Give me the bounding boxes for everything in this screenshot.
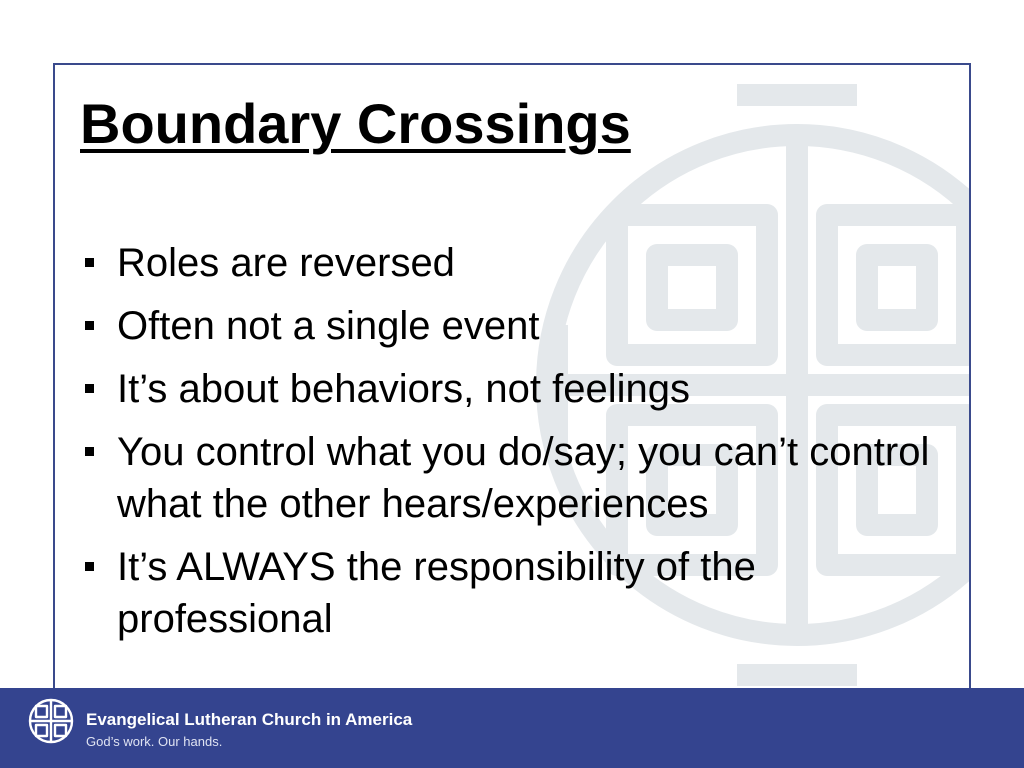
bullet-item (83, 426, 963, 530)
organization-name: Evangelical Lutheran Church in America (86, 710, 413, 729)
slide-title: Boundary Crossings (80, 92, 631, 155)
bullet-item (83, 363, 963, 415)
bullet-item (83, 237, 963, 289)
slide-frame (53, 63, 971, 693)
elca-cross-logo-icon (26, 696, 76, 746)
square-bullet-icon (85, 562, 94, 571)
bullet-text: It’s about behaviors, not feelings (117, 367, 690, 411)
bullet-text: Roles are reversed (117, 241, 455, 285)
square-bullet-icon (85, 384, 94, 393)
bullet-text: Often not a single event (117, 304, 540, 348)
organization-tagline: God’s work. Our hands. (86, 734, 223, 749)
square-bullet-icon (85, 447, 94, 456)
bullet-item (83, 541, 963, 645)
square-bullet-icon (85, 321, 94, 330)
bullet-text: It’s ALWAYS the responsibility of the professional (117, 545, 756, 641)
bullet-text: You control what you do/say; you can’t control what the other hears/experiences (117, 430, 930, 526)
footer-bar (0, 688, 1024, 768)
square-bullet-icon (85, 258, 94, 267)
bullet-item (83, 300, 963, 352)
bullet-list (83, 237, 963, 656)
